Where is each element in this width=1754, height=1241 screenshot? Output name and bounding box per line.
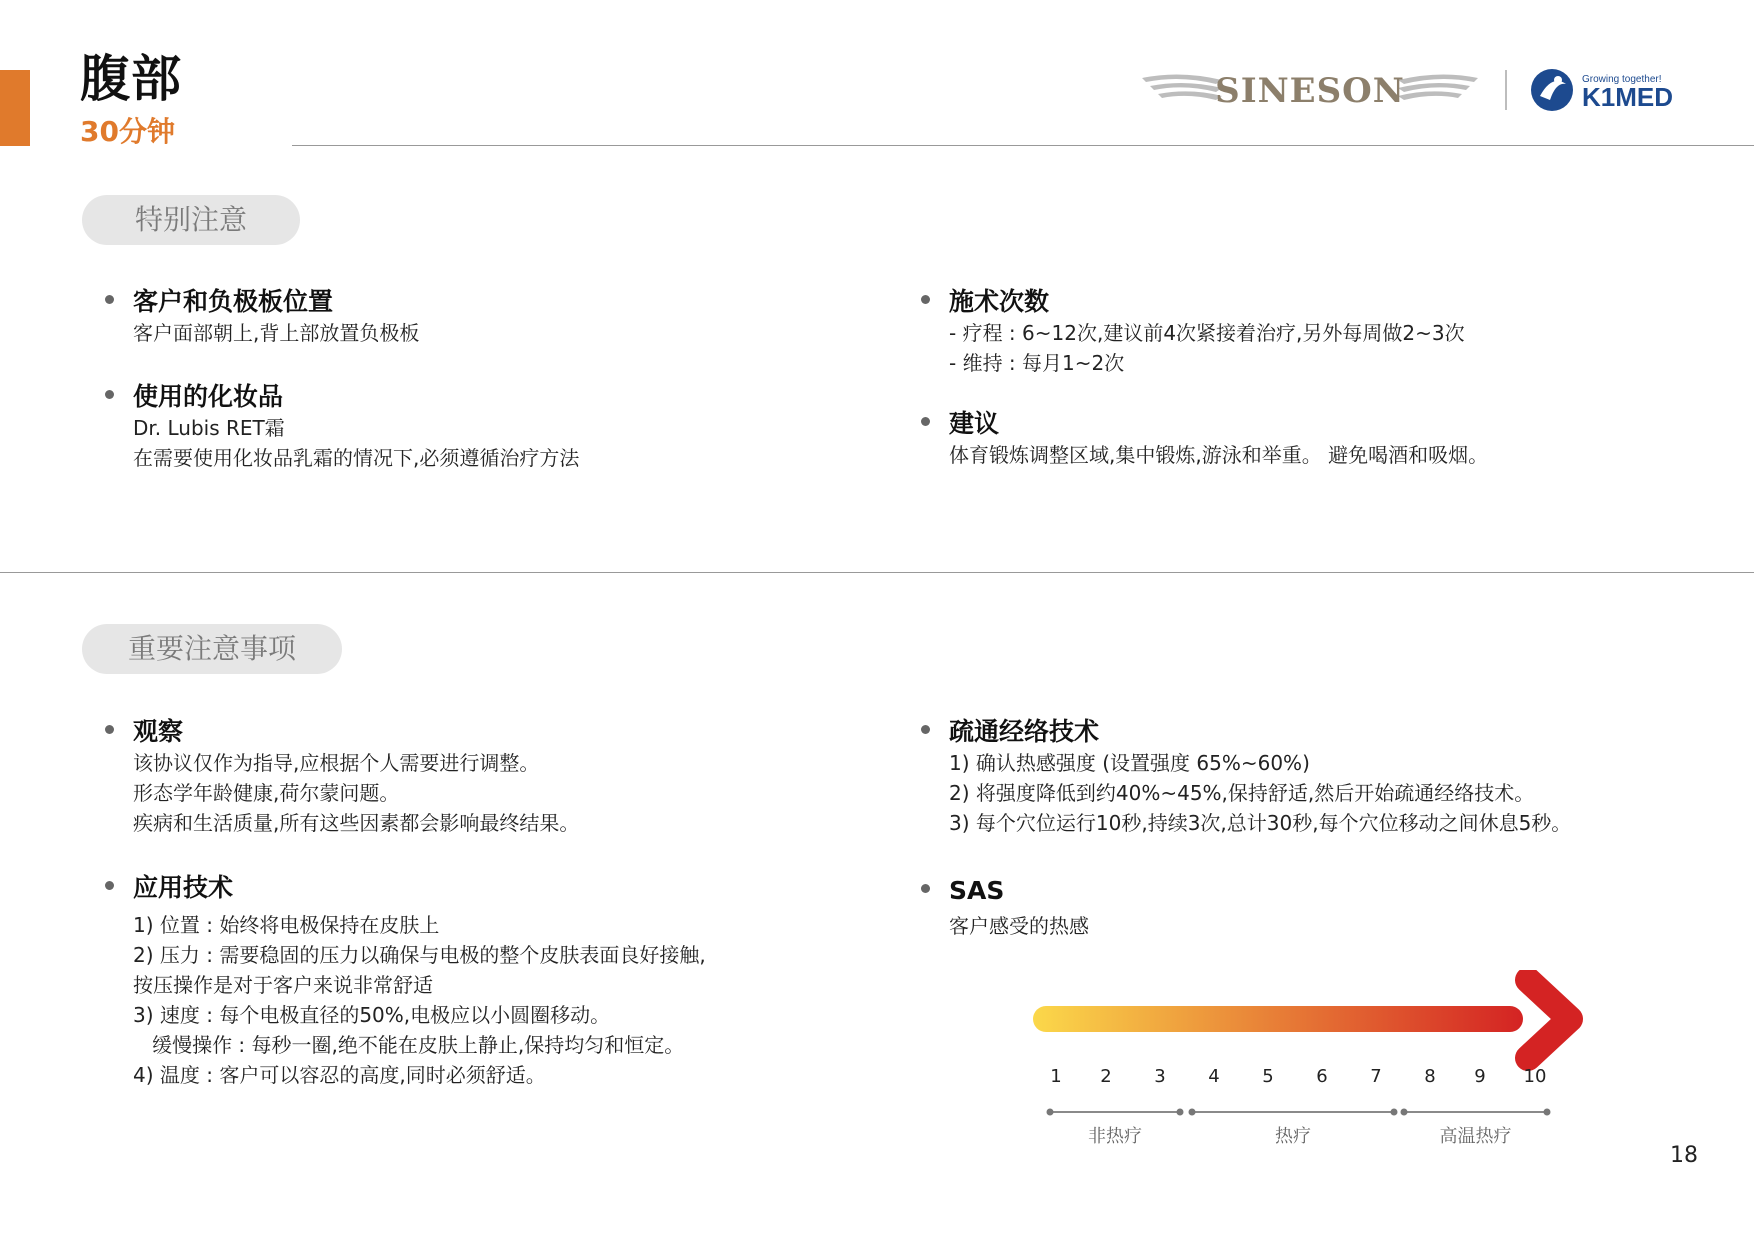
section-label-special-notes: 特别注意 bbox=[82, 195, 300, 245]
scale-tick-label: 6 bbox=[1316, 1066, 1328, 1087]
bullet-icon bbox=[105, 295, 114, 304]
item-text: - 维持 : 每月1~2次 bbox=[949, 351, 1125, 375]
item-title: 使用的化妆品 bbox=[133, 382, 284, 411]
bullet-icon bbox=[105, 390, 114, 399]
list-item bbox=[105, 716, 825, 838]
bullet-icon bbox=[105, 881, 114, 890]
item-text: 1) 确认热感强度 (设置强度 65%~60%) bbox=[949, 751, 1310, 775]
item-text: 该协议仅作为指导,应根据个人需要进行调整。 bbox=[133, 751, 540, 775]
scale-tick-label: 7 bbox=[1370, 1066, 1382, 1087]
item-text: 在需要使用化妆品乳霜的情况下,必须遵循治疗方法 bbox=[133, 446, 580, 470]
item-text: 4) 温度 : 客户可以容忍的高度,同时必须舒适。 bbox=[133, 1063, 546, 1087]
range-end-dot bbox=[1391, 1109, 1398, 1116]
section-divider bbox=[0, 572, 1754, 573]
heat-arrow-icon bbox=[1033, 1006, 1523, 1032]
section-label-important-notes: 重要注意事项 bbox=[82, 624, 342, 674]
arrow-head-icon bbox=[1528, 980, 1570, 1058]
item-text: 缓慢操作 : 每秒一圈,绝不能在皮肤上静止,保持均匀和恒定。 bbox=[133, 1033, 685, 1057]
bullet-icon bbox=[921, 295, 930, 304]
bullet-icon bbox=[105, 725, 114, 734]
page-subtitle: 30分钟 bbox=[80, 115, 175, 148]
range-end-dot bbox=[1177, 1109, 1184, 1116]
list-item bbox=[921, 716, 1701, 838]
header-divider bbox=[292, 145, 1754, 146]
item-title: 客户和负极板位置 bbox=[133, 287, 334, 316]
scale-tick-label: 3 bbox=[1154, 1066, 1166, 1087]
page-number: 18 bbox=[1670, 1143, 1698, 1168]
scale-tick-label: 8 bbox=[1424, 1066, 1436, 1087]
scale-ranges bbox=[1047, 1109, 1551, 1148]
range-end-dot bbox=[1401, 1109, 1408, 1116]
scale-range-label: 非热疗 bbox=[1088, 1126, 1142, 1147]
list-item bbox=[105, 286, 825, 348]
scale-range-label: 高温热疗 bbox=[1439, 1126, 1512, 1147]
bullet-icon bbox=[921, 884, 930, 893]
scale-tick-label: 9 bbox=[1474, 1066, 1486, 1087]
item-title: 施术次数 bbox=[949, 287, 1050, 316]
list-item bbox=[105, 381, 825, 473]
sineson-logo bbox=[1140, 64, 1480, 114]
svg-text:Growing together!: Growing together! bbox=[1582, 74, 1662, 85]
range-end-dot bbox=[1544, 1109, 1551, 1116]
bullet-icon bbox=[921, 725, 930, 734]
scale-range-label: 热疗 bbox=[1275, 1126, 1311, 1147]
item-text: 客户感受的热感 bbox=[949, 914, 1089, 938]
item-text: 按压操作是对于客户来说非常舒适 bbox=[133, 973, 433, 997]
scale-tick-label: 5 bbox=[1262, 1066, 1274, 1087]
item-text: 3) 速度 : 每个电极直径的50%,电极应以小圆圈移动。 bbox=[133, 1003, 611, 1027]
range-end-dot bbox=[1047, 1109, 1054, 1116]
item-text: - 疗程 : 6~12次,建议前4次紧接着治疗,另外每周做2~3次 bbox=[949, 321, 1465, 345]
page-title: 腹部 bbox=[80, 50, 182, 108]
item-text: 客户面部朝上,背上部放置负极板 bbox=[133, 321, 420, 345]
item-title: 应用技术 bbox=[133, 873, 234, 902]
svg-text:K1MED: K1MED bbox=[1582, 82, 1674, 112]
list-item bbox=[921, 408, 1701, 470]
list-item bbox=[921, 875, 1701, 941]
sas-scale bbox=[1030, 970, 1590, 1150]
scale-tick-label: 10 bbox=[1523, 1066, 1547, 1087]
accent-tab bbox=[0, 70, 30, 146]
item-text: Dr. Lubis RET霜 bbox=[133, 416, 285, 440]
item-text: 2) 压力 : 需要稳固的压力以确保与电极的整个皮肤表面良好接触, bbox=[133, 943, 706, 967]
item-text: 疾病和生活质量,所有这些因素都会影响最终结果。 bbox=[133, 811, 580, 835]
item-title: 观察 bbox=[133, 717, 184, 746]
item-title: 建议 bbox=[949, 409, 1000, 438]
list-item bbox=[921, 286, 1701, 378]
item-text: 体育锻炼调整区域,集中锻炼,游泳和举重。 避免喝酒和吸烟。 bbox=[949, 443, 1489, 467]
bullet-icon bbox=[921, 417, 930, 426]
range-end-dot bbox=[1189, 1109, 1196, 1116]
list-item bbox=[105, 872, 825, 1090]
scale-tick-label: 4 bbox=[1208, 1066, 1220, 1087]
item-title: 疏通经络技术 bbox=[949, 717, 1100, 746]
k1med-logo bbox=[1530, 66, 1680, 114]
scale-tick-label: 1 bbox=[1050, 1066, 1062, 1087]
item-text: 3) 每个穴位运行10秒,持续3次,总计30秒,每个穴位移动之间休息5秒。 bbox=[949, 811, 1572, 835]
item-text: 1) 位置 : 始终将电极保持在皮肤上 bbox=[133, 913, 440, 937]
scale-tick-label: 2 bbox=[1100, 1066, 1112, 1087]
item-text: 2) 将强度降低到约40%~45%,保持舒适,然后开始疏通经络技术。 bbox=[949, 781, 1535, 805]
item-title: SAS bbox=[949, 876, 1005, 905]
item-text: 形态学年龄健康,荷尔蒙问题。 bbox=[133, 781, 400, 805]
scale-ticks bbox=[1050, 1066, 1546, 1087]
logo-divider bbox=[1505, 70, 1507, 110]
sineson-wordmark: SINESON bbox=[1215, 71, 1405, 111]
